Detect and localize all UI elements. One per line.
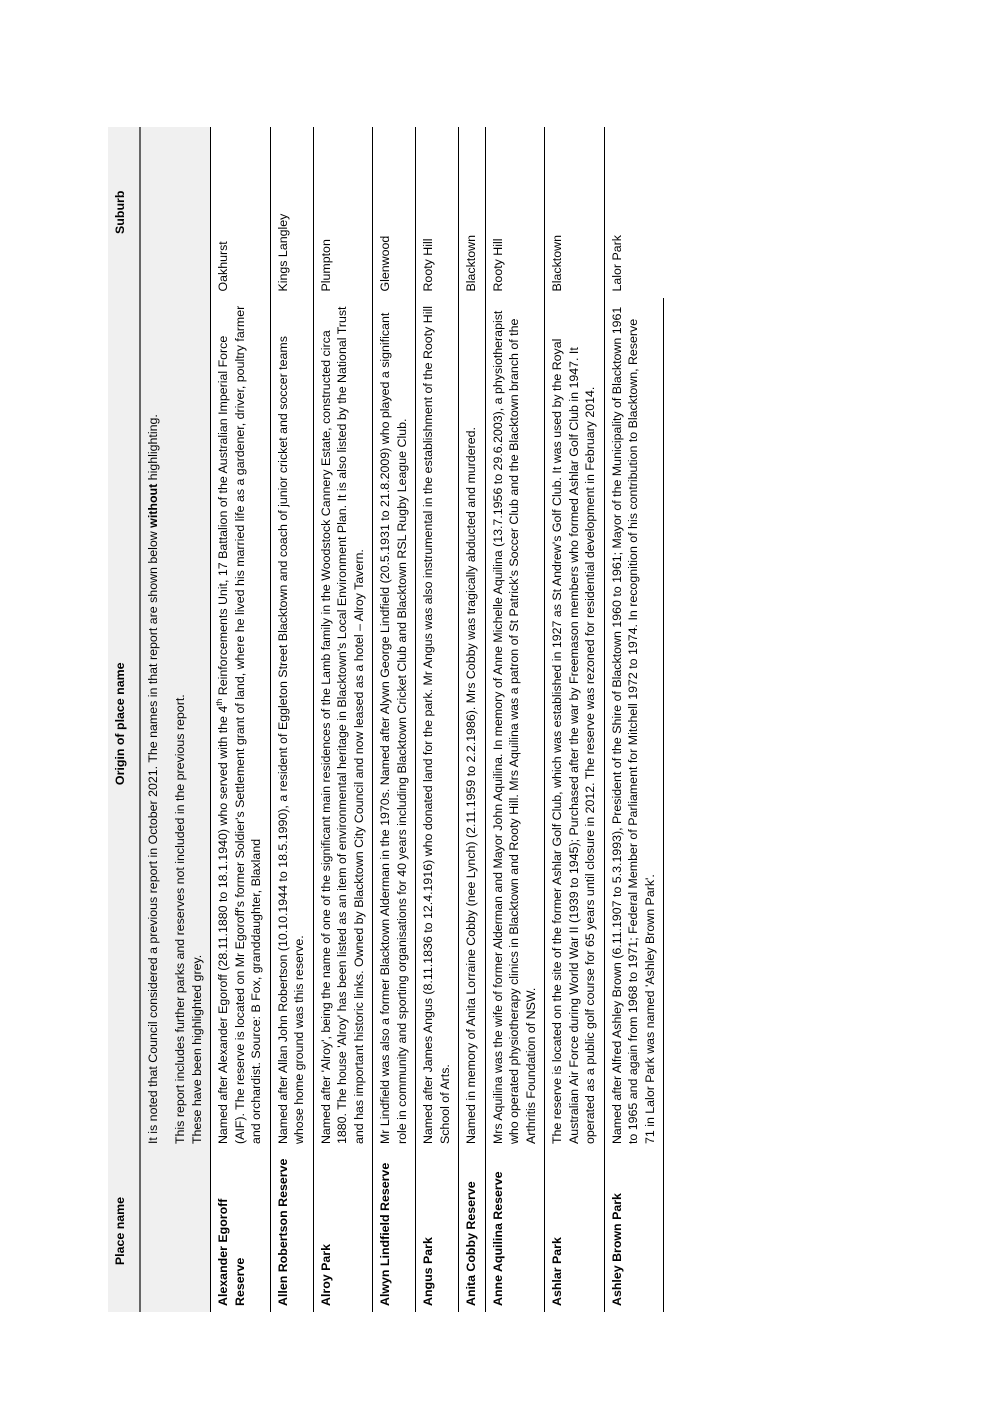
place-name-cell: Anita Cobby Reserve [459, 1150, 486, 1312]
suburb-cell: Lalor Park [609, 235, 624, 292]
place-name-cell: Angus Park [416, 1150, 459, 1312]
origin-cell: The reserve is located on the site of the former Ashlar Golf Club, which was established in 1927 as St Andrew's Golf Club. It was used by the Royal Australian Air Force during World War II (1939 to 1945); Purchased after the war by Freemason members who formed Ashlar Golf Club in 1947. It operated as a public golf course for 65 years until closure in 2012. The reserve was rezoned for residential development in February 2014. [545, 298, 605, 1151]
column-header-place-name: Place name [108, 1150, 140, 1312]
intro-note-suburb-cell [140, 127, 211, 298]
place-name-cell: Ashley Brown Park [604, 1150, 664, 1312]
place-name-cell: Alwyn Lindfield Reserve [373, 1150, 416, 1312]
column-header-suburb: Suburb [108, 127, 140, 298]
table-row [459, 127, 486, 1312]
table-row [313, 127, 373, 1312]
suburb-cell: Oakhurst [211, 127, 271, 298]
origin-cell: Named after James Angus (8.11.1836 to 12.4.1916) who donated land for the park. Mr Angus was also instrumental in the establishment of the Rooty Hill School of Arts. [416, 298, 459, 1151]
table-header-row [108, 127, 140, 1312]
suburb-cell: Glenwood [373, 127, 416, 298]
table-row [211, 127, 271, 1312]
table-row [416, 127, 459, 1312]
intro-note-line-1 [145, 304, 162, 1145]
intro-note-line-2: This report includes further parks and reserves not included in the previous report. [173, 694, 188, 1145]
table-row [545, 127, 605, 1312]
origin-cell [211, 298, 271, 1151]
suburb-cell: Rooty Hill [416, 127, 459, 298]
intro-note-row [140, 127, 211, 1312]
place-name-cell: Anne Aquilina Reserve [485, 1150, 545, 1312]
intro-note-emphasis: without [145, 483, 160, 528]
rotated-content [90, 82, 910, 1332]
intro-note-text [140, 298, 211, 1151]
intro-note-place-cell [140, 1150, 211, 1312]
suburb-cell: Rooty Hill [485, 127, 545, 298]
origin-cell: Mr Lindfield was also a former Blacktown Alderman in the 1970s. Named after Alywn George Lindfield (20.5.1931 to 21.8.2009) who played a significant role in community and sporting organisations for 40 years including Blacktown Cricket Club and Blacktown RSL Rugby League Club. [373, 298, 416, 1151]
place-name-cell: Allen Robertson Reserve [270, 1150, 313, 1312]
table-row [270, 127, 313, 1312]
suburb-cell: Kings Langley [270, 127, 313, 298]
origin-cell: Named after Alfred Ashley Brown (6.11.1907 to 5.3.1993), President of the Shire of Blacktown 1960 to 1961; Mayor of the Municipality of Blacktown 1961 to 1965 and again from 1968 to 1971; Federal Member of Parliament for Mitchell 1972 to 1974. In recognition of his contribution to Blacktown, Reserve 71 in Lalor Park was named 'Ashley Brown Park'. [604, 298, 664, 1151]
ordinal-superscript: th [214, 698, 225, 706]
table-row [485, 127, 545, 1312]
origin-text-pre: Named after Alexander Egoroff (28.11.1880 to 18.1.1940) who served with the 4 [216, 705, 231, 1145]
intro-note-line-1b: highlighting. [145, 414, 160, 484]
place-name-cell: Alroy Park [313, 1150, 373, 1312]
place-name-cell: Alexander Egoroff Reserve [211, 1150, 271, 1312]
origin-cell: Named in memory of Anita Lorraine Cobby (nee Lynch) (2.11.1959 to 2.2.1986). Mrs Cobby was tragically abducted and murdered. [459, 298, 486, 1151]
column-header-origin: Origin of place name [108, 298, 140, 1151]
suburb-cell: Blacktown [459, 127, 486, 298]
suburb-cell: Plumpton [313, 127, 373, 298]
table-row [604, 127, 664, 1312]
origin-cell: Named after Allan John Robertson (10.10.1944 to 18.5.1990), a resident of Eggleton Street Blacktown and coach of junior cricket and soccer teams whose home ground was this reserve. [270, 298, 313, 1151]
intro-note-line-1a: It is noted that Council considered a previous report in October 2021. The names in that report are shown below [145, 527, 160, 1145]
suburb-cell: Blacktown [545, 127, 605, 298]
table-row [373, 127, 416, 1312]
origin-cell: Named after 'Alroy', being the name of one of the significant main residences of the Lamb family in the Woodstock Cannery Estate, constructed circa 1880. The house 'Alroy' has been listed as an item of environmental heritage in Blacktown's Local Environment Plan. It is also listed by the National Trust and has important historic links. Owned by Blacktown City Council and now leased as a hotel – Alroy Tavern. [313, 298, 373, 1151]
origin-cell: Mrs Aquilina was the wife of former Alderman and Mayor John Aquilina. In memory of Anne Michelle Aquilina (13.7.1956 to 29.6.2003), a physiotherapist who operated physiotherapy clinics in Blacktown and Rooty Hill. Mrs Aquilina was a patron of St Patrick's Soccer Club and the Blacktown branch of the Arthritis Foundation of NSW. [485, 298, 545, 1151]
place-names-table [108, 127, 664, 1312]
intro-note-line-3: These have been highlighted grey. [189, 954, 204, 1145]
origin-text-post: Reinforcements Unit, 17 Battalion of the Australian Imperial Force (AIF). The reserve is located on Mr Egoroff's former Soldier's Settlement grant of land, where he lived his married life as a gardener, driver, poultry farmer and orchardist. Source: B Fox, granddaughter, Blaxland [216, 305, 264, 1145]
place-name-cell: Ashlar Park [545, 1150, 605, 1312]
